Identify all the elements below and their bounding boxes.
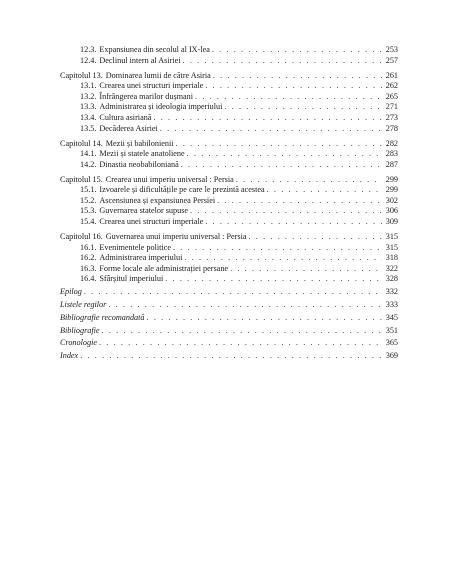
dot-leader: [181, 160, 382, 171]
toc-entry-text: Expansiunea din secolul al IX-lea: [99, 45, 210, 54]
dot-leader: [99, 338, 382, 349]
toc-entry-number: 16.3.: [80, 263, 97, 273]
toc-entry-text: Ascensiunea și expansiunea Persiei: [99, 195, 216, 205]
toc-entry-number: 13.1.: [80, 81, 97, 91]
toc-page-number: 309: [385, 217, 398, 227]
dot-leader: [165, 274, 382, 285]
dot-leader: [212, 45, 382, 56]
toc-entry-text: Listele regilor: [60, 300, 107, 309]
toc-page-number: 299: [385, 185, 398, 195]
toc-entry-number: Capitolul 15.: [60, 174, 103, 184]
toc-entry-text: Cronologie: [60, 338, 97, 348]
toc-entry-text: Epilog: [60, 287, 82, 297]
dot-leader: [224, 102, 382, 113]
toc-entry-title: [80, 274, 163, 285]
toc-entry-text: Administrarea imperiului: [99, 253, 183, 263]
toc-entry-title: [80, 217, 203, 228]
dot-leader: [213, 71, 382, 82]
toc-entry-number: 16.1.: [80, 242, 97, 252]
dot-leader: [195, 92, 382, 103]
toc-entry-text: Index: [60, 351, 79, 361]
dot-leader: [80, 351, 382, 362]
toc-entry-text: Evenimentele politice: [99, 242, 171, 252]
toc-section-entry: [60, 253, 398, 264]
toc-section-entry: [60, 113, 398, 124]
toc-entry-text: Crearea unei structuri imperiale: [99, 81, 204, 91]
dot-leader: [217, 196, 382, 207]
dot-leader: [249, 232, 382, 243]
toc-entry-title: [60, 139, 174, 150]
toc-entry-number: Capitolul 14.: [60, 138, 103, 148]
dot-leader: [267, 185, 382, 196]
toc-entry-title: [80, 149, 185, 160]
dot-leader: [205, 217, 382, 228]
toc-page-number: 278: [385, 123, 398, 133]
toc-page-number: 332: [385, 287, 398, 297]
toc-entry-text: Dominarea lumii de către Asiria: [105, 70, 211, 80]
toc-entry-title: [80, 243, 171, 254]
toc-entry-title: [60, 287, 82, 298]
toc-page-number: 261: [385, 70, 398, 80]
toc-page-number: 328: [385, 274, 398, 284]
toc-entry-title: [80, 196, 215, 207]
toc-page-number: 273: [385, 112, 398, 122]
toc-entry-title: [60, 326, 100, 337]
toc-page-number: 283: [385, 149, 398, 159]
toc-section-entry: [60, 217, 398, 228]
toc-entry-title: [80, 45, 210, 56]
toc-backmatter-entry: [60, 351, 398, 362]
toc-entry-number: Capitolul 16.: [60, 232, 103, 242]
toc-entry-title: [60, 300, 106, 311]
toc-entry-title: [60, 232, 247, 243]
toc-page-number: 262: [385, 81, 398, 91]
toc-entry-text: Izvoarele și dificultățile pe care le prezintă acestea: [99, 185, 265, 195]
toc-chapter-entry: [60, 232, 398, 243]
toc-section-entry: [60, 81, 398, 92]
toc-entry-text: Crearea unei structuri imperiale: [99, 217, 204, 227]
toc-entry-title: [60, 351, 78, 362]
toc-entry-number: 13.4.: [80, 112, 97, 122]
toc-entry-text: Înfrângerea marilor dușmani: [99, 91, 194, 101]
toc-entry-number: 14.1.: [80, 149, 97, 159]
toc-entry-text: Decăderea Asiriei: [99, 123, 158, 133]
toc-page-number: 271: [385, 102, 398, 112]
dot-leader: [176, 139, 382, 150]
dot-leader: [187, 149, 382, 160]
toc-page-number: 318: [385, 253, 398, 263]
toc-entry-title: [80, 102, 222, 113]
toc-entry-text: Dinastia neobabiloniană: [99, 159, 179, 169]
toc-entry-title: [80, 56, 181, 67]
toc-entry-title: [80, 124, 158, 135]
toc-entry-title: [80, 185, 265, 196]
toc-entry-number: 15.3.: [80, 206, 97, 216]
toc-entry-text: Bibliografie: [60, 325, 100, 335]
dot-leader: [147, 313, 382, 324]
toc-entry-number: 12.3.: [80, 45, 97, 54]
toc-page-number: 315: [385, 232, 398, 242]
toc-page-number: 253: [385, 45, 398, 54]
toc-entry-number: 15.4.: [80, 217, 97, 227]
toc-entry-number: 15.1.: [80, 185, 97, 195]
toc-section-entry: [60, 124, 398, 135]
toc-page-number: 299: [385, 174, 398, 184]
dot-leader: [205, 81, 382, 92]
dot-leader: [102, 326, 382, 337]
toc-entry-number: 13.2.: [80, 91, 97, 101]
dot-leader: [184, 253, 382, 264]
toc-entry-text: Guvernarea unui imperiu universal : Persia: [105, 232, 247, 242]
dot-leader: [108, 300, 382, 311]
toc-entry-title: [80, 253, 182, 264]
toc-page-number: 282: [385, 138, 398, 148]
toc-backmatter-entry: [60, 326, 398, 337]
toc-backmatter-entry: [60, 300, 398, 311]
toc-entry-text: Crearea unui imperiu universal : Persia: [105, 174, 234, 184]
toc-section-entry: [60, 243, 398, 254]
toc-entry-title: [80, 206, 188, 217]
toc-section-entry: [60, 45, 398, 56]
toc-entry-text: Mezii și babilonienii: [105, 138, 174, 148]
toc-page-number: 333: [385, 300, 398, 309]
dot-leader: [236, 175, 382, 186]
toc-entry-title: [60, 313, 145, 324]
toc-section-entry: [60, 206, 398, 217]
dot-leader: [153, 113, 382, 124]
toc-page-number: 345: [385, 312, 398, 322]
dot-leader: [190, 206, 382, 217]
toc-section-entry: [60, 185, 398, 196]
toc-chapter-entry: [60, 139, 398, 150]
toc-entry-text: Bibliografie recomandată: [60, 312, 145, 322]
toc-entry-number: 15.2.: [80, 195, 97, 205]
toc-entry-title: [60, 175, 234, 186]
toc-chapter-entry: [60, 71, 398, 82]
toc-section-entry: [60, 264, 398, 275]
toc-section-entry: [60, 196, 398, 207]
toc-section-entry: [60, 160, 398, 171]
toc-entry-title: [80, 92, 193, 103]
toc-page-number: 302: [385, 195, 398, 205]
toc-page-number: 265: [385, 91, 398, 101]
dot-leader: [230, 264, 382, 275]
toc-entry-title: [60, 338, 97, 349]
toc-section-entry: [60, 56, 398, 67]
toc-chapter-entry: [60, 175, 398, 186]
toc-page-number: 257: [385, 55, 398, 65]
toc-entry-title: [80, 113, 151, 124]
toc-entry-text: Administrarea și ideologia imperiului: [99, 102, 223, 112]
toc-entry-title: [80, 81, 203, 92]
toc-entry-text: Sfârșitul imperiului: [99, 274, 164, 284]
toc-entry-number: 12.4.: [80, 55, 97, 65]
toc-entry-title: [80, 264, 228, 275]
toc-entry-number: Capitolul 13.: [60, 70, 103, 80]
dot-leader: [160, 124, 382, 135]
dot-leader: [183, 56, 382, 67]
toc-entry-text: Declinul intern al Asiriei: [99, 55, 181, 65]
toc-section-entry: [60, 92, 398, 103]
toc-backmatter-entry: [60, 338, 398, 349]
toc-page-number: 369: [385, 351, 398, 361]
toc-backmatter-entry: [60, 313, 398, 324]
toc-section-entry: [60, 274, 398, 285]
toc-page-number: 322: [385, 263, 398, 273]
toc-entry-text: Cultura asiriană: [99, 112, 152, 122]
toc-section-entry: [60, 149, 398, 160]
toc-page-number: 306: [385, 206, 398, 216]
toc-section-entry: [60, 102, 398, 113]
dot-leader: [173, 243, 382, 254]
toc-entry-number: 16.2.: [80, 253, 97, 263]
toc-entry-number: 13.3.: [80, 102, 97, 112]
toc-entry-title: [80, 160, 179, 171]
table-of-contents: [60, 45, 398, 362]
toc-page-number: 351: [385, 325, 398, 335]
toc-page-number: 315: [385, 242, 398, 252]
toc-entry-text: Mezii și statele anatoliene: [99, 149, 185, 159]
toc-entry-text: Forme locale ale administrației persane: [99, 263, 229, 273]
toc-page-number: 287: [385, 159, 398, 169]
toc-page-number: 365: [385, 338, 398, 348]
toc-entry-title: [60, 71, 211, 82]
toc-backmatter-entry: [60, 287, 398, 298]
toc-entry-text: Guvernarea statelor supuse: [99, 206, 189, 216]
dot-leader: [84, 287, 382, 298]
toc-entry-number: 14.2.: [80, 159, 97, 169]
toc-entry-number: 16.4.: [80, 274, 97, 284]
toc-entry-number: 13.5.: [80, 123, 97, 133]
